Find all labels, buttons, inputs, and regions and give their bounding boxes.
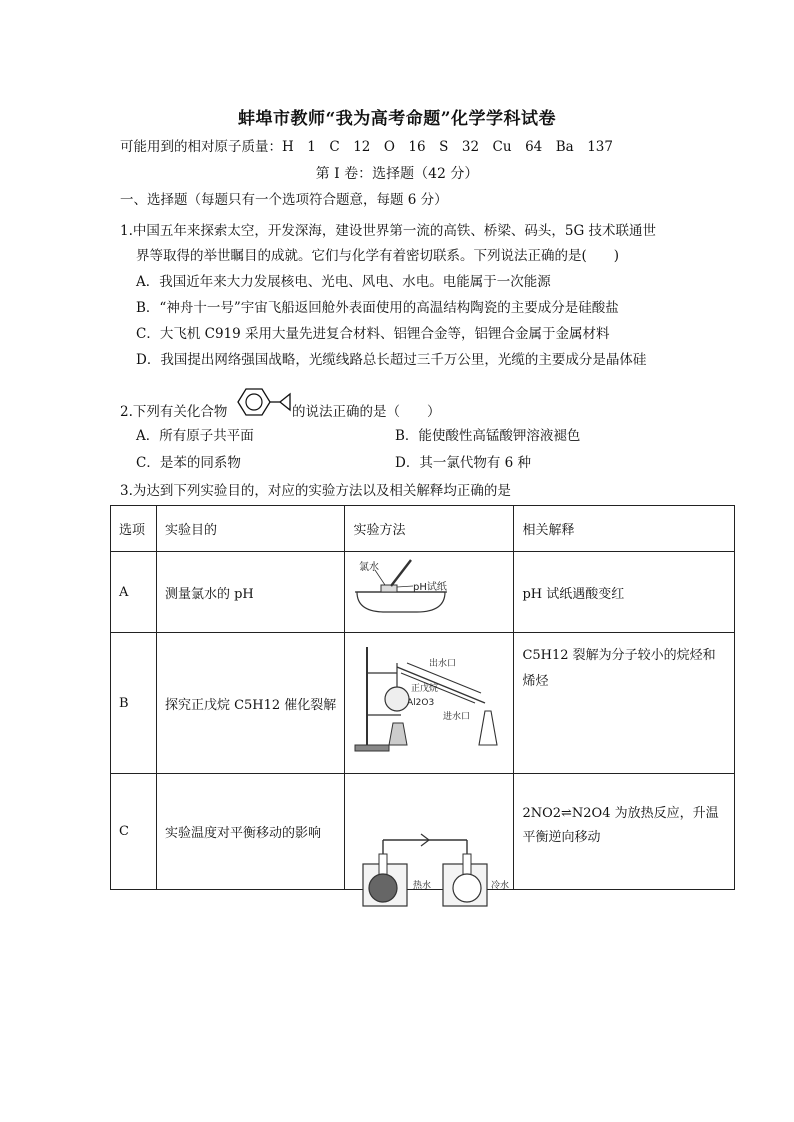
label-water-out: 出水口 [429, 659, 457, 669]
q1-option-a: A．我国近年来大力发展核电、光电、风电、水电。电能属于一次能源 [136, 274, 551, 290]
label-catalyst: Al2O3 [407, 698, 435, 708]
table-header-row [111, 506, 735, 552]
q1-option-d: D．我国提出网络强国战略，光缆线路总长超过三千万公里，光缆的主要成分是晶体硅 [136, 352, 647, 368]
label-water-in: 进水口 [443, 712, 471, 722]
label-chlorine-water: 氯水 [359, 562, 380, 573]
header-option: 选项 [111, 506, 157, 552]
table-row [111, 552, 735, 633]
q2-option-a: A．所有原子共平面 [136, 428, 254, 444]
row-c-purpose: 实验温度对平衡移动的影响 [156, 774, 345, 890]
header-method: 实验方法 [345, 506, 514, 552]
label-hot-water: 热水 [413, 881, 432, 891]
row-b-option: B [111, 633, 157, 774]
row-a-explanation: pH 试纸遇酸变红 [514, 552, 735, 633]
q2-option-b: B．能使酸性高锰酸钾溶液褪色 [395, 428, 581, 444]
row-b-explanation: C5H12 裂解为分子较小的烷烃和烯烃 [514, 633, 735, 774]
row-c-option: C [111, 774, 157, 890]
label-ph-paper: pH试纸 [413, 582, 448, 593]
row-a-method [345, 552, 514, 633]
part-intro: 一、选择题（每题只有一个选项符合题意，每题 6 分） [120, 192, 448, 208]
atomic-masses: 可能用到的相对原子质量：H 1 C 12 O 16 S 32 Cu 64 Ba 137 [120, 139, 613, 155]
row-a-option: A [111, 552, 157, 633]
header-purpose: 实验目的 [156, 506, 345, 552]
q2-stem-before: 2.下列有关化合物 [120, 404, 228, 420]
row-b-method [345, 633, 514, 774]
table-row [111, 633, 735, 774]
row-c-explanation: 2NO2⇌N2O4 为放热反应，升温平衡逆向移动 [514, 774, 735, 890]
q1-option-c: C．大飞机 C919 采用大量先进复合材料、铝锂合金等，铝锂合金属于金属材料 [136, 326, 610, 342]
q2-option-c: C．是苯的同系物 [136, 455, 241, 471]
q1-stem-line1: 1.中国五年来探索太空，开发深海，建设世界第一流的高铁、桥梁、码头，5G 技术联通世 [120, 223, 657, 239]
equilibrium-apparatus [355, 828, 523, 910]
row-b-purpose: 探究正戊烷 C5H12 催化裂解 [156, 633, 345, 774]
phenylcyclopropane-structure [230, 382, 294, 424]
q2-option-d: D．其一氯代物有 6 种 [395, 455, 531, 471]
label-pentane: 正戊烷 [411, 684, 439, 694]
label-cold-water: 冷水 [491, 881, 510, 891]
page-title: 蚌埠市教师“我为高考命题”化学学科试卷 [237, 109, 557, 129]
q1-stem-line2: 界等取得的举世瞩目的成就。它们与化学有着密切联系。下列说法正确的是( ) [136, 248, 620, 264]
section-heading: 第 I 卷：选择题（42 分） [315, 166, 479, 182]
row-a-purpose: 测量氯水的 pH [156, 552, 345, 633]
cracking-apparatus [345, 633, 513, 769]
q2-stem-after: 的说法正确的是（ ） [292, 404, 441, 420]
ph-test-apparatus [345, 552, 513, 628]
q1-option-b: B．“神舟十一号”宇宙飞船返回舱外表面使用的高温结构陶瓷的主要成分是硅酸盐 [136, 300, 619, 316]
q3-stem: 3.为达到下列实验目的，对应的实验方法以及相关解释均正确的是 [120, 483, 511, 499]
header-explanation: 相关解释 [514, 506, 735, 552]
